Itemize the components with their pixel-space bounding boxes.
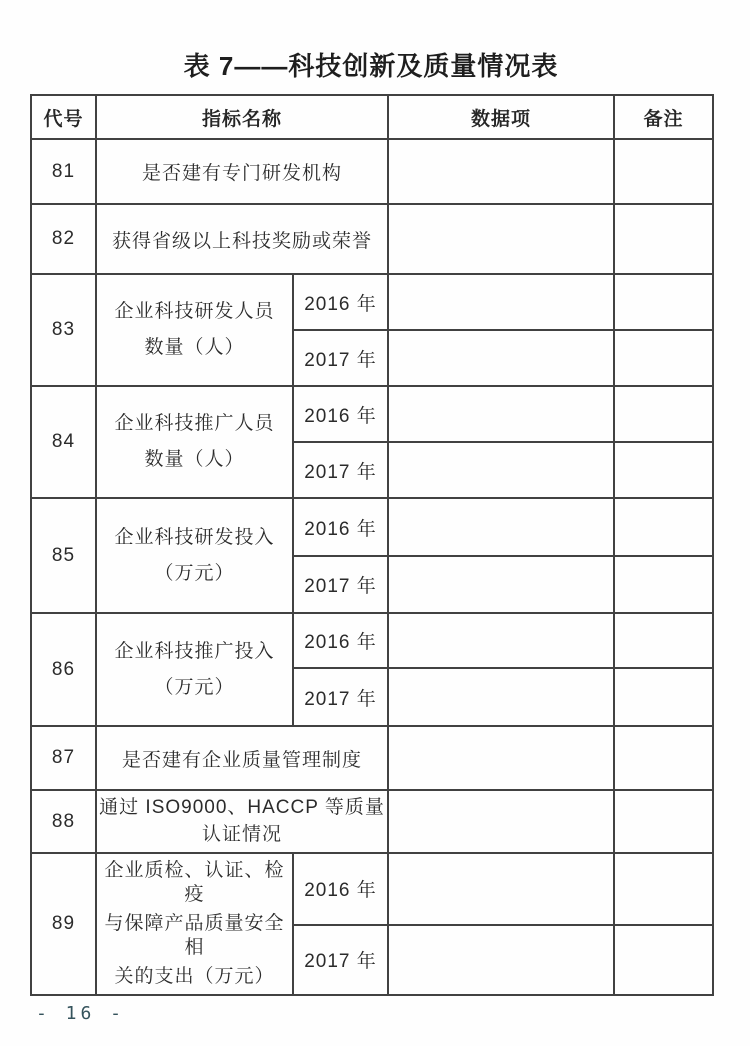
- remark-cell: [614, 790, 713, 853]
- header-indicator: 指标名称: [96, 95, 388, 139]
- remark-cell: [614, 668, 713, 726]
- main-table: [30, 94, 714, 996]
- code-cell: 84: [31, 386, 96, 498]
- indicator-line: 数量（人）: [144, 337, 245, 358]
- year-cell: 2017 年: [293, 330, 388, 386]
- indicator-cell: [96, 790, 388, 853]
- data-cell: [388, 330, 614, 386]
- indicator-line: 认证情况: [202, 824, 283, 845]
- indicator-line: 通过 ISO9000、HACCP 等质量: [99, 797, 385, 818]
- code-cell: 88: [31, 790, 96, 853]
- table-row-82: [31, 204, 713, 274]
- indicator-cell: [96, 274, 293, 386]
- indicator-cell: 是否建有专门研发机构: [96, 139, 388, 204]
- remark-cell: [614, 386, 713, 442]
- year-cell: 2016 年: [293, 386, 388, 442]
- year-cell: 2017 年: [293, 556, 388, 613]
- indicator-line: 企业质检、认证、检疫: [104, 860, 285, 905]
- indicator-line: 关的支出（万元）: [114, 966, 275, 987]
- data-cell: [388, 556, 614, 613]
- code-cell: 89: [31, 853, 96, 995]
- year-cell: 2017 年: [293, 668, 388, 726]
- year-cell: 2016 年: [293, 498, 388, 556]
- remark-cell: [614, 204, 713, 274]
- page-number: - 16 -: [36, 1003, 126, 1024]
- remark-cell: [614, 498, 713, 556]
- table-row-88: [31, 790, 713, 853]
- indicator-cell: [96, 613, 293, 726]
- table-row-85: [31, 498, 713, 556]
- remark-cell: [614, 330, 713, 386]
- indicator-line: 企业科技推广投入: [114, 640, 275, 662]
- code-cell: 87: [31, 726, 96, 790]
- table-row-87: [31, 726, 713, 790]
- data-cell: [388, 853, 614, 925]
- remark-cell: [614, 139, 713, 204]
- header-data: 数据项: [388, 95, 614, 139]
- indicator-cell: 获得省级以上科技奖励或荣誉: [96, 204, 388, 274]
- code-cell: 83: [31, 274, 96, 386]
- table-row-84: [31, 386, 713, 442]
- year-cell: 2017 年: [293, 442, 388, 498]
- indicator-cell: [96, 853, 293, 995]
- data-cell: [388, 139, 614, 204]
- indicator-line: （万元）: [154, 676, 235, 698]
- data-cell: [388, 790, 614, 853]
- indicator-line: 与保障产品质量安全相: [104, 913, 285, 958]
- data-cell: [388, 925, 614, 995]
- table-row-89: [31, 853, 713, 925]
- remark-cell: [614, 442, 713, 498]
- data-cell: [388, 613, 614, 668]
- year-cell: 2016 年: [293, 853, 388, 925]
- indicator-line: 企业科技推广人员: [114, 413, 275, 434]
- data-cell: [388, 668, 614, 726]
- header-code: 代号: [31, 95, 96, 139]
- data-cell: [388, 726, 614, 790]
- data-cell: [388, 274, 614, 330]
- indicator-line: 企业科技研发人员: [114, 301, 275, 322]
- page-title: 表 7——科技创新及质量情况表: [183, 51, 559, 81]
- code-cell: 82: [31, 204, 96, 274]
- table-header-row: [31, 95, 713, 139]
- indicator-line: 数量（人）: [144, 449, 245, 470]
- year-cell: 2017 年: [293, 925, 388, 995]
- indicator-cell: 是否建有企业质量管理制度: [96, 726, 388, 790]
- code-cell: 81: [31, 139, 96, 204]
- remark-cell: [614, 556, 713, 613]
- indicator-line: （万元）: [154, 562, 235, 584]
- table-row-86: [31, 613, 713, 668]
- indicator-line: 企业科技研发投入: [114, 526, 275, 548]
- code-cell: 85: [31, 498, 96, 613]
- data-cell: [388, 498, 614, 556]
- table-row-83: [31, 274, 713, 330]
- data-cell: [388, 442, 614, 498]
- code-cell: 86: [31, 613, 96, 726]
- remark-cell: [614, 613, 713, 668]
- indicator-cell: [96, 386, 293, 498]
- remark-cell: [614, 726, 713, 790]
- year-cell: 2016 年: [293, 274, 388, 330]
- data-cell: [388, 204, 614, 274]
- remark-cell: [614, 853, 713, 925]
- header-remark: 备注: [614, 95, 713, 139]
- remark-cell: [614, 274, 713, 330]
- data-cell: [388, 386, 614, 442]
- table-row-81: [31, 139, 713, 204]
- year-cell: 2016 年: [293, 613, 388, 668]
- remark-cell: [614, 925, 713, 995]
- indicator-cell: [96, 498, 293, 613]
